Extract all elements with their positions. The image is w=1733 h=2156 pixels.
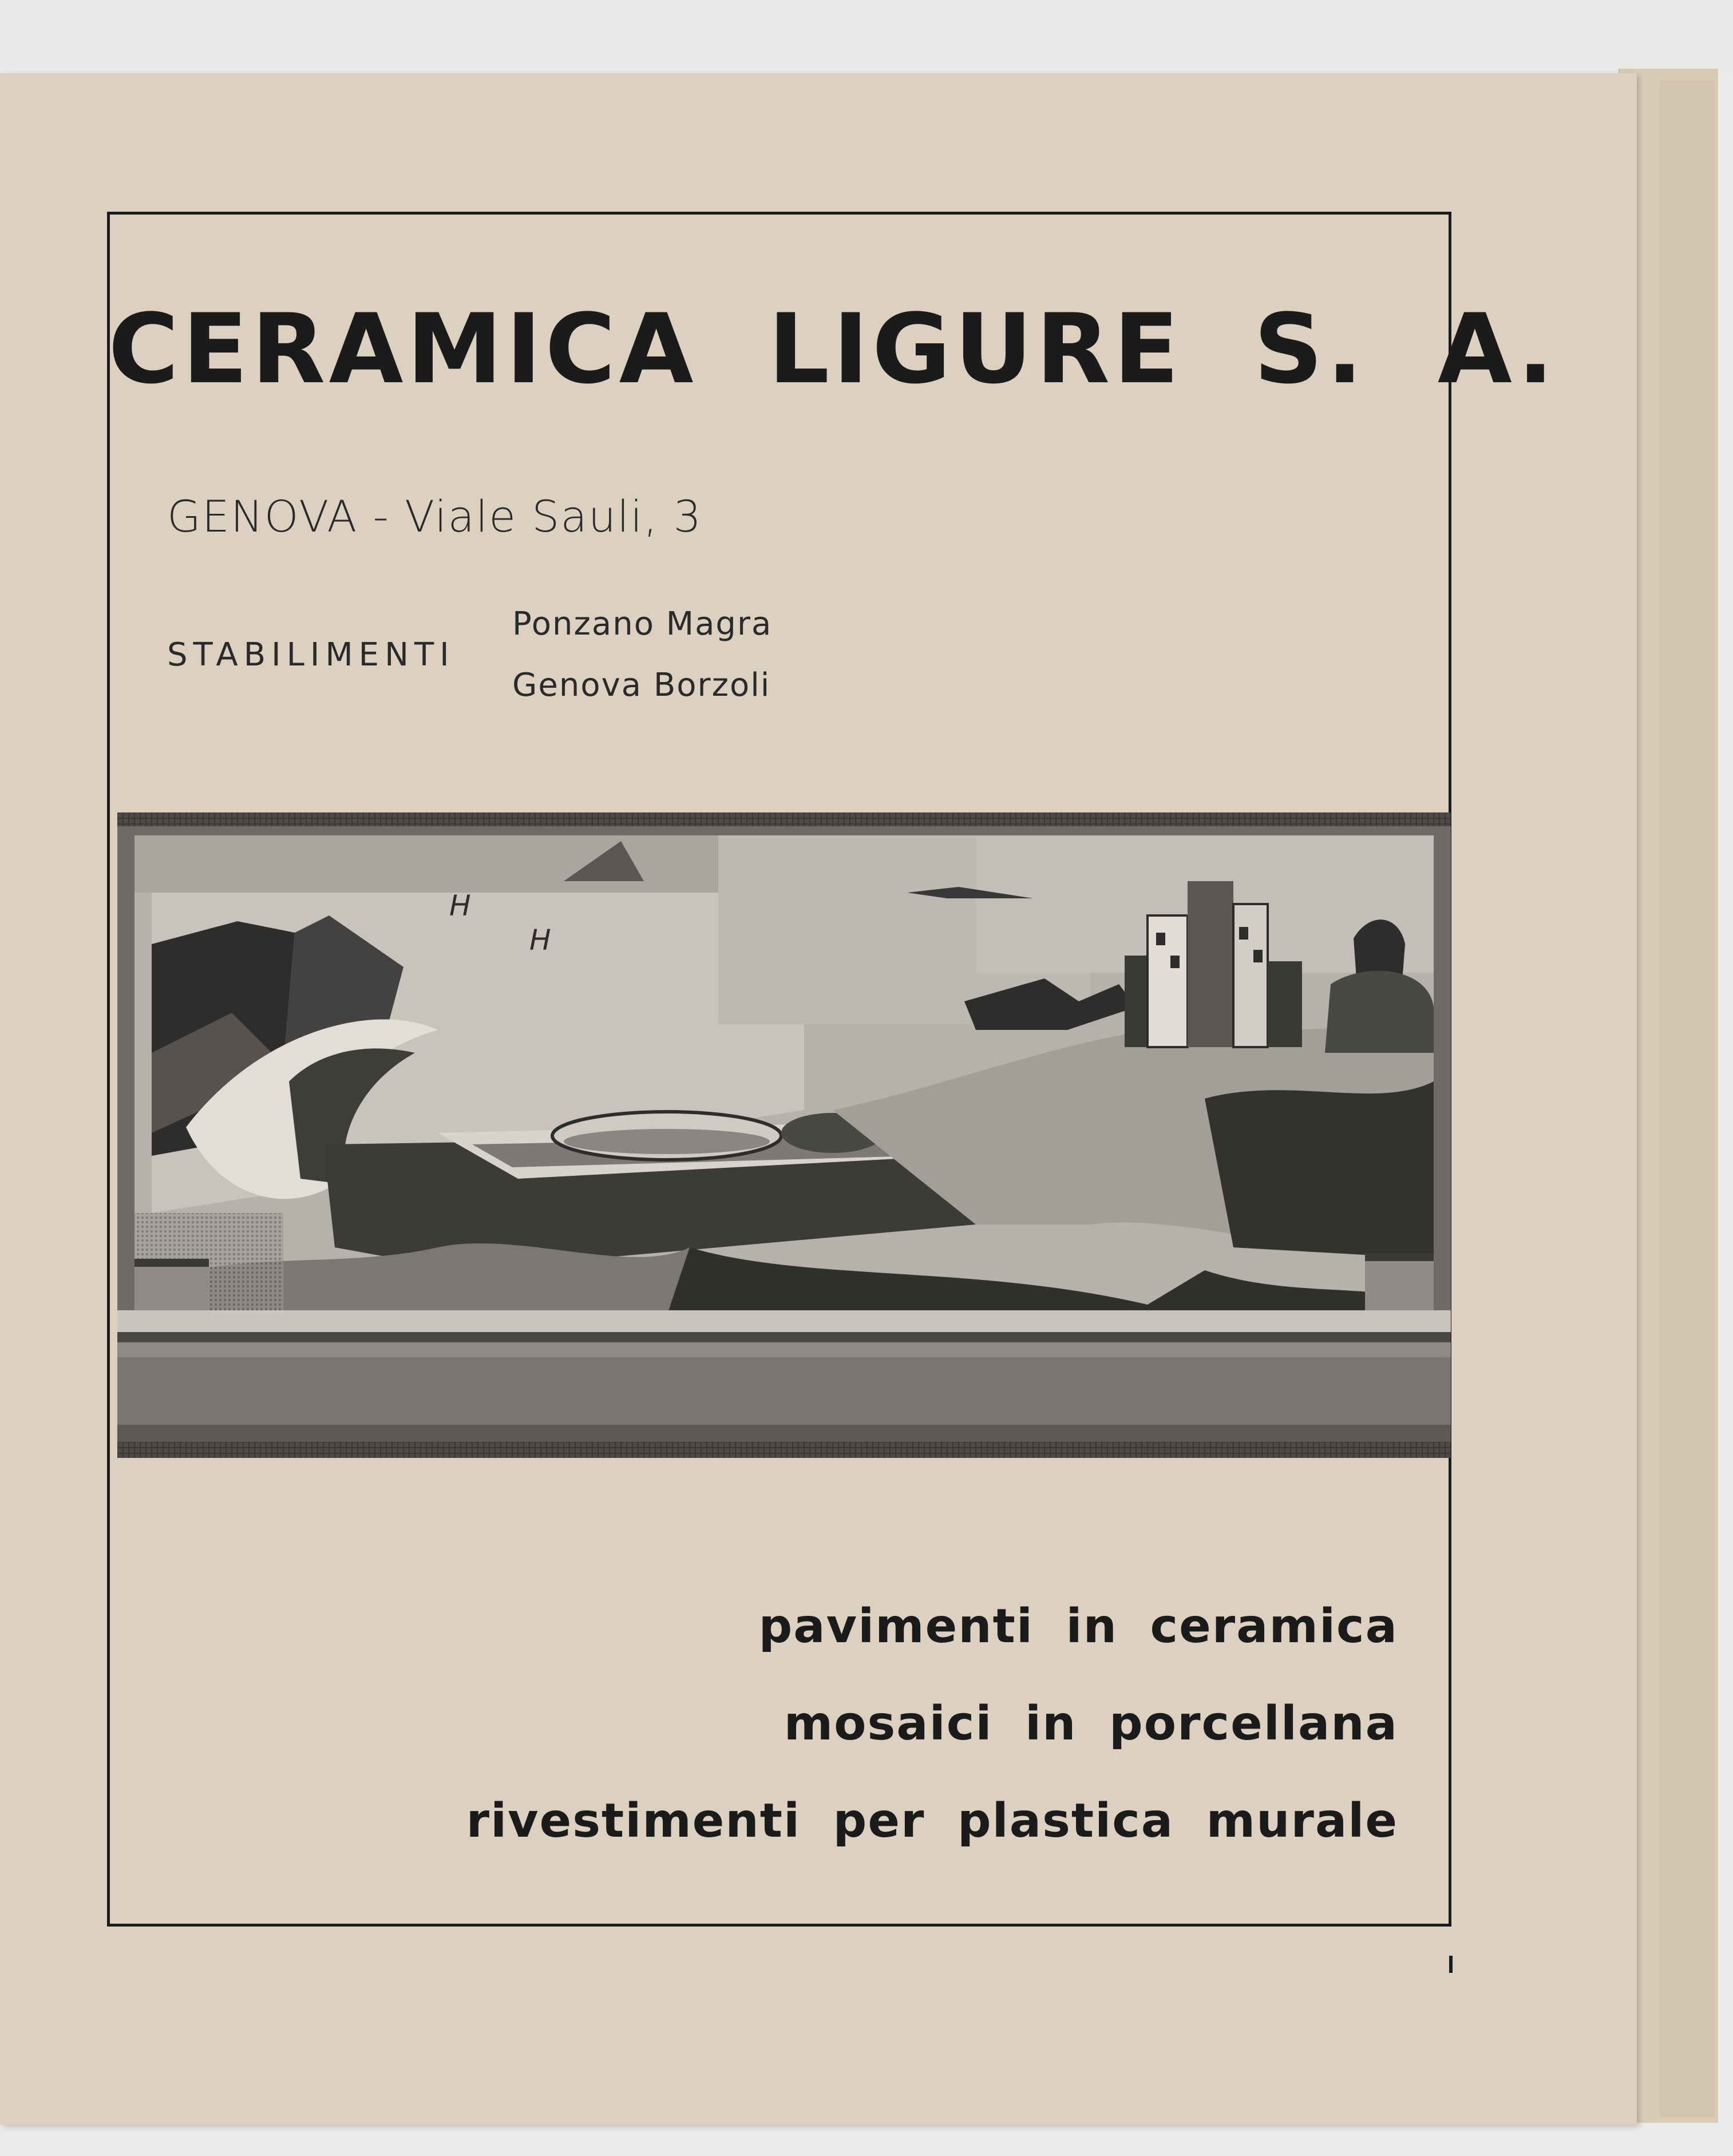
mosaic-mural-photo xyxy=(117,813,1451,1458)
svg-text:H: H xyxy=(529,924,551,957)
company-name: CERAMICA LIGURE S. A. xyxy=(108,293,1557,405)
underlying-page-edge xyxy=(1660,80,1714,2117)
company-address: GENOVA - Viale Sauli, 3 xyxy=(167,491,703,542)
product-line: mosaici in porcellana xyxy=(784,1697,1398,1751)
plant-location: Ponzano Magra xyxy=(512,605,773,643)
plant-location: Genova Borzoli xyxy=(512,667,771,704)
product-line: pavimenti in ceramica xyxy=(758,1599,1398,1654)
svg-text:H: H xyxy=(449,889,471,922)
mosaic-mural-illustration xyxy=(117,813,1451,1458)
product-line: rivestimenti per plastica murale xyxy=(466,1794,1398,1848)
plants-label: STABILIMENTI xyxy=(167,636,455,673)
page-number-mark xyxy=(1449,1956,1453,1973)
background xyxy=(0,0,1733,74)
